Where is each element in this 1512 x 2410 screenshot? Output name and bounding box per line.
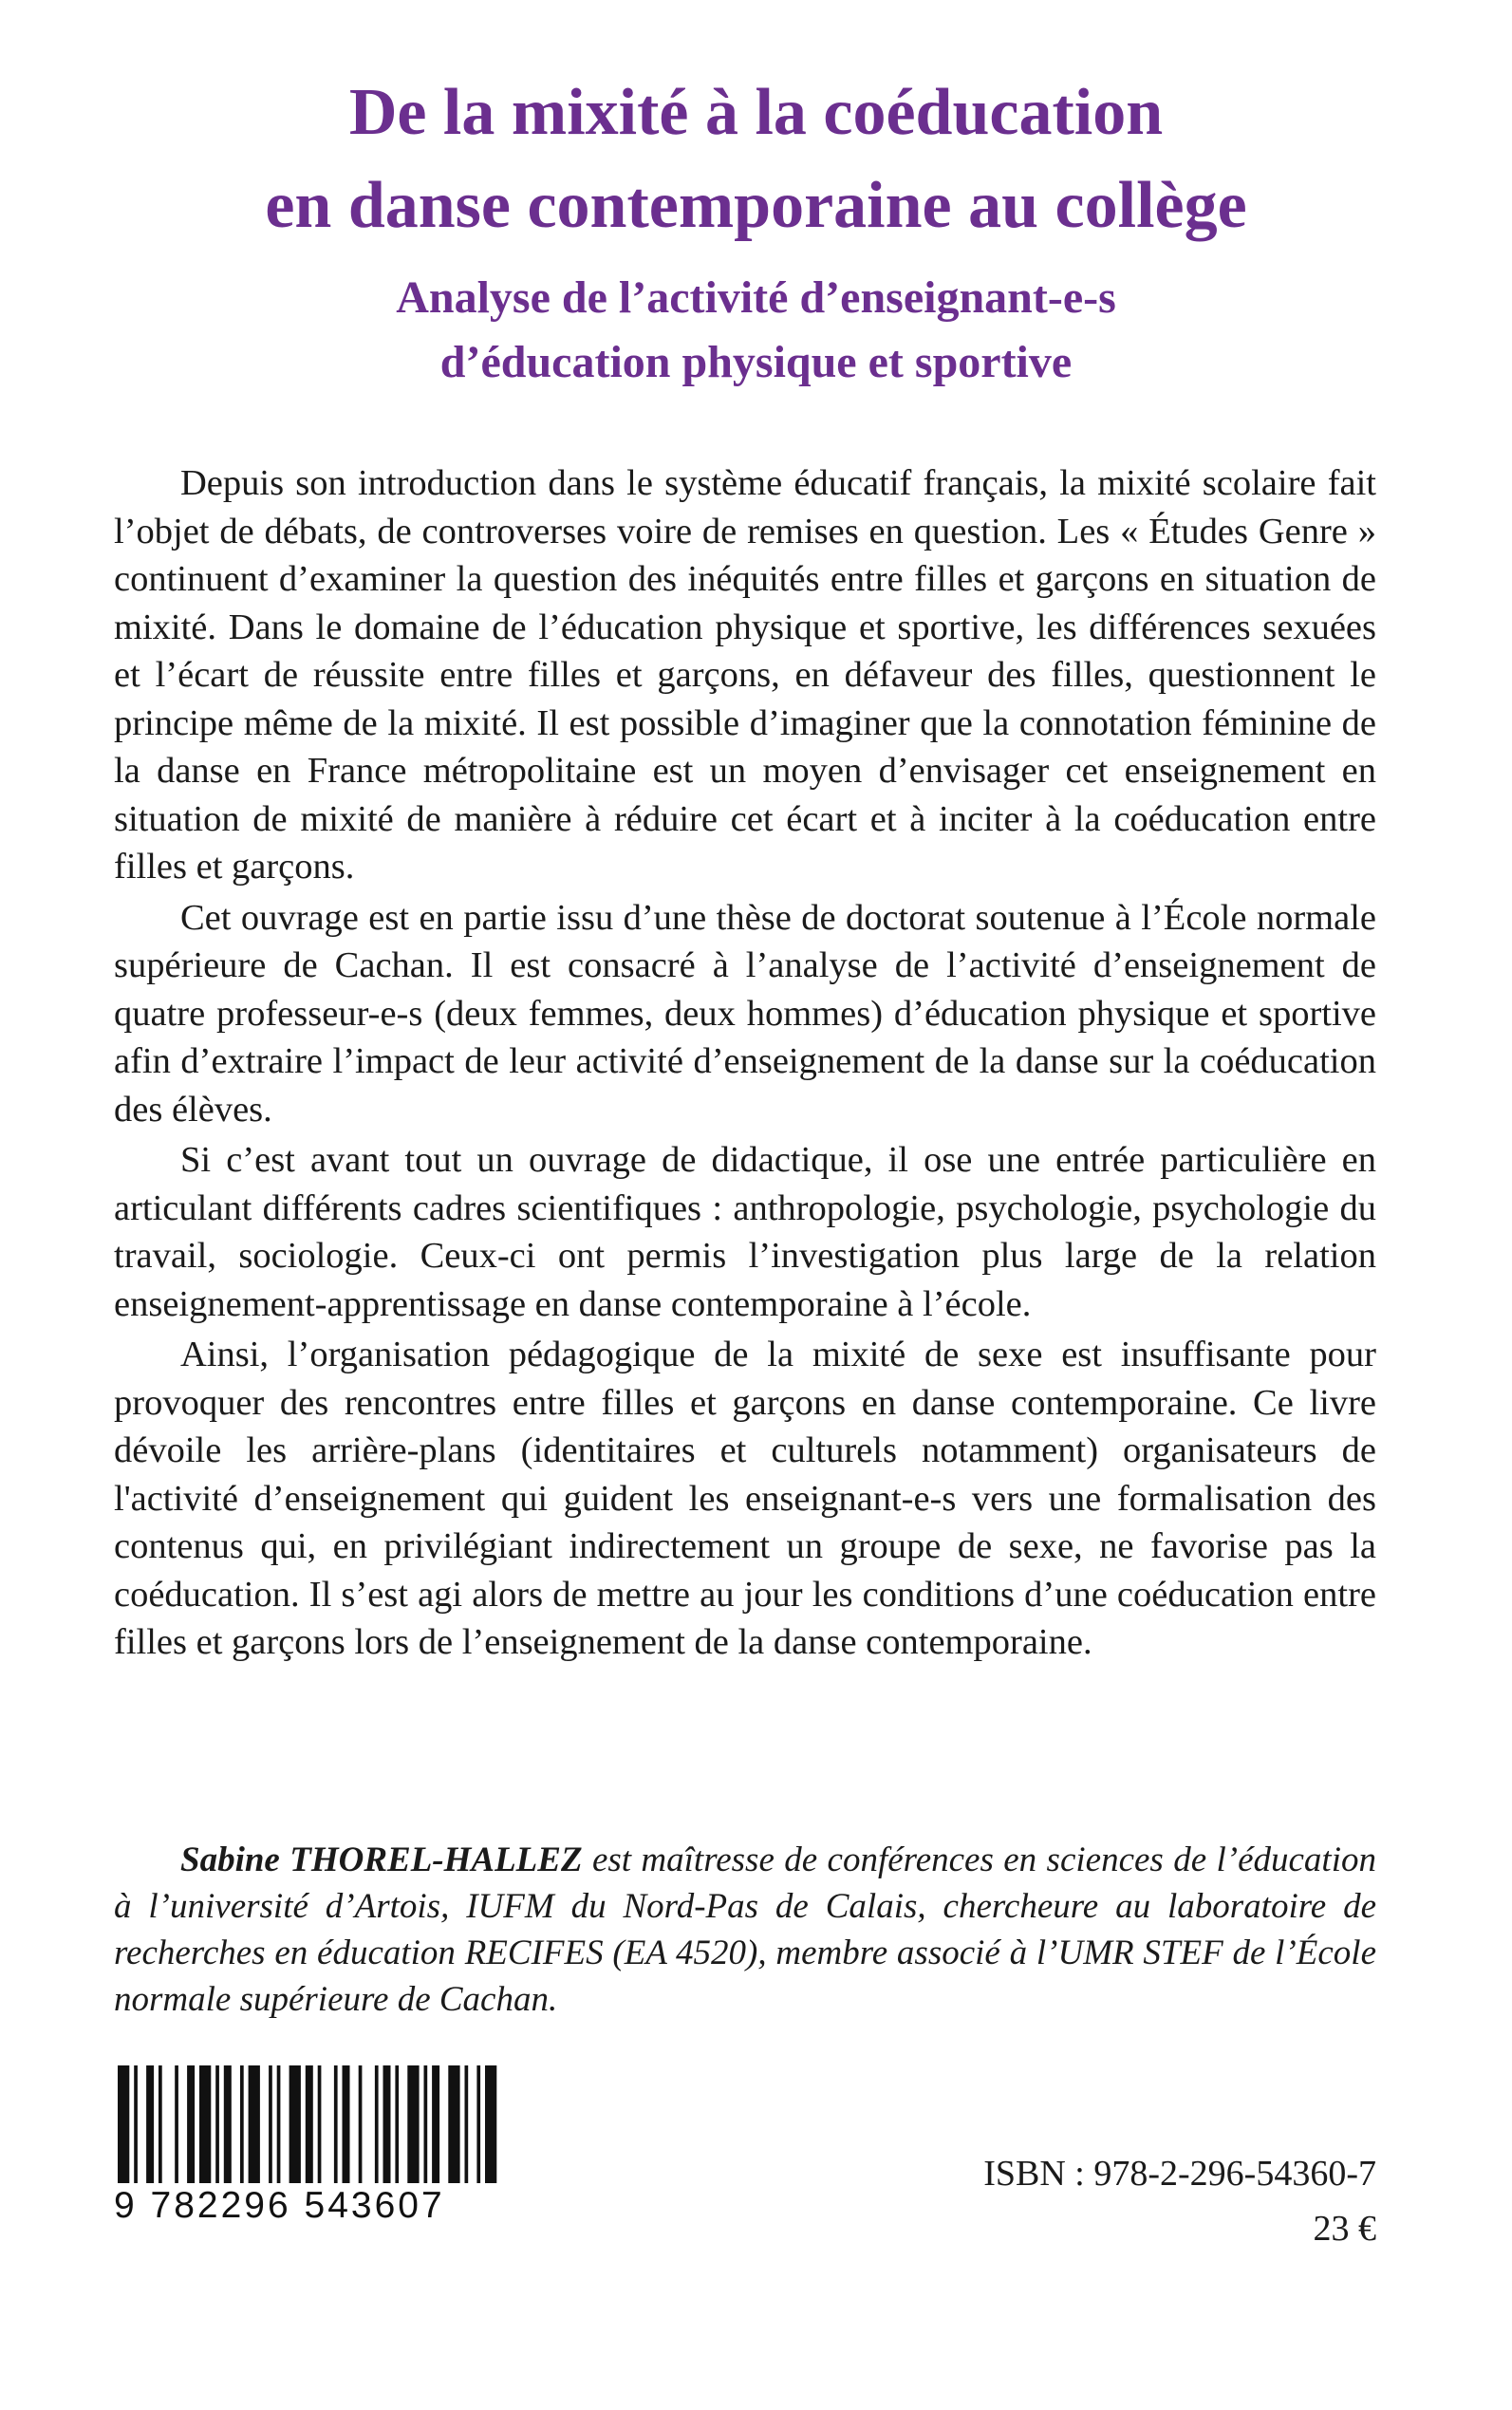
summary-paragraph: Depuis son introduction dans le système éducatif français, la mixité scolaire fait l’objet de débats, de controverses voire de remises en question. Les « Études Genre » continuent d’examiner la question des inéquités entre filles et garçons en situation de mixité. Dans le domaine de l’éducation physique et sportive, les différences sexuées et l’écart de réussite entre filles et garçons, en défaveur des filles, questionnent le principe même de la mixité. Il est possible d’imaginer que la connotation féminine de la danse en France métropolitaine est un moyen d’envisager cet enseignement en situation de mixité de manière à réduire cet écart et à inciter à la coéducation entre filles et garçons. bbox=[114, 463, 1376, 887]
price: 23 € bbox=[1313, 2209, 1376, 2249]
summary-paragraph: Ainsi, l’organisation pédagogique de la mixité de sexe est insuffisante pour provoquer des rencontres entre filles et garçons en danse contemporaine. Ce livre dévoile les arrière-plans (identitaires et culturels notamment) organisateurs de l'activité d’enseignement qui guident les enseignant-e-s vers une formalisation des contenus qui, en privilégiant indirectement un groupe de sexe, ne favorise pas la coéducation. Il s’est agi alors de mettre au jour les conditions d’une coéducation entre filles et garçons lors de l’enseignement de la danse contemporaine. bbox=[114, 1335, 1376, 1662]
barcode-bar bbox=[224, 2065, 232, 2183]
barcode-bar bbox=[118, 2065, 129, 2183]
barcode-bar bbox=[448, 2065, 459, 2183]
book-subtitle-line-1: Analyse de l’activité d’enseignant-e-s bbox=[396, 272, 1116, 323]
summary-paragraph: Si c’est avant tout un ouvrage de didactique, il ose une entrée particulière en articulant différents cadres scientifiques : anthropologie, psychologie, psychologie du travail, sociologie. Ceux-ci ont permis l’investigation plus large de la relation enseignement-apprentissage en danse contemporaine à l’école. bbox=[114, 1140, 1376, 1324]
barcode-bar bbox=[375, 2065, 379, 2183]
author-name: Sabine THOREL-HALLEZ bbox=[180, 1840, 583, 1879]
author-bio bbox=[114, 1837, 1376, 2023]
summary-paragraph: Cet ouvrage est en partie issu d’une thèse de doctorat soutenue à l’École normale supérieure de Cachan. Il est consacré à l’analyse de l’activité d’enseignement de quatre professeur-e-s (deux femmes, deux hommes) d’éducation physique et sportive afin d’extraire l’impact de leur activité d’enseignement de la danse sur la coéducation des élèves. bbox=[114, 897, 1376, 1130]
barcode-bar bbox=[134, 2065, 138, 2183]
barcode-bar bbox=[424, 2065, 428, 2183]
barcode-bar bbox=[343, 2065, 350, 2183]
barcode-bars bbox=[114, 2065, 503, 2183]
barcode-bar bbox=[175, 2065, 178, 2183]
book-subtitle bbox=[95, 266, 1417, 395]
book-title-line-1: De la mixité à la coéducation bbox=[348, 76, 1164, 149]
barcode-bar bbox=[215, 2065, 219, 2183]
barcode-bar bbox=[269, 2065, 272, 2183]
author-bio-text: est maîtresse de conférences en sciences de l’éducation à l’université d’Artois, IUFM du Nord-Pas de Calais, chercheure au laboratoire de recherches en éducation RECIFES (EA 4520), membre associé à l’UMR STEF de l’École normale supérieure de Cachan. bbox=[114, 1840, 1376, 2019]
book-subtitle-line-2: d’éducation physique et sportive bbox=[439, 337, 1073, 387]
barcode-bar bbox=[485, 2065, 496, 2183]
barcode-bar bbox=[334, 2065, 338, 2183]
book-title bbox=[95, 66, 1417, 252]
barcode-bar bbox=[318, 2065, 322, 2183]
barcode-bar bbox=[187, 2065, 195, 2183]
barcode-bar bbox=[407, 2065, 419, 2183]
barcode-bar bbox=[359, 2065, 363, 2183]
book-title-line-2: en danse contemporaine au collège bbox=[265, 169, 1247, 242]
barcode-bar bbox=[395, 2065, 399, 2183]
barcode-bar bbox=[249, 2065, 260, 2183]
barcode bbox=[114, 2065, 503, 2293]
isbn: ISBN : 978-2-296-54360-7 bbox=[983, 2154, 1376, 2194]
barcode-bar bbox=[465, 2065, 469, 2183]
barcode-bar bbox=[432, 2065, 439, 2183]
barcode-digits: 9 782296 543607 bbox=[114, 2185, 445, 2226]
barcode-bar bbox=[240, 2065, 244, 2183]
barcode-bar bbox=[383, 2065, 391, 2183]
summary-text bbox=[114, 459, 1376, 1670]
barcode-bar bbox=[306, 2065, 313, 2183]
barcode-bar bbox=[146, 2065, 154, 2183]
barcode-bar bbox=[199, 2065, 211, 2183]
barcode-bar bbox=[476, 2065, 480, 2183]
barcode-bar bbox=[289, 2065, 301, 2183]
barcode-bar bbox=[159, 2065, 162, 2183]
barcode-bar bbox=[277, 2065, 281, 2183]
